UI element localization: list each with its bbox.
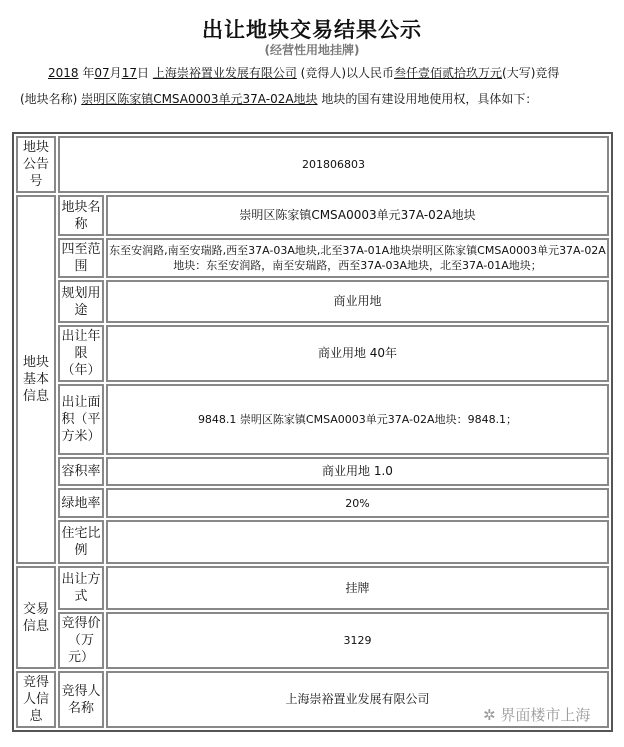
year-label: 年 [82,66,95,80]
group-winner: 竞得人信息 [16,671,56,728]
month-label: 月 [109,66,122,80]
table-row [16,612,609,669]
page-title: 出让地块交易结果公示 [202,18,422,42]
row-label: 竞得价（万元） [58,612,104,669]
table-row [16,566,609,610]
row-label: 出让面积（平方米） [58,384,104,455]
row-value: 商业用地 40年 [106,325,609,382]
table-row [16,325,609,382]
row-value: 挂牌 [106,566,609,610]
table-row [16,520,609,564]
row-label: 地块名称 [58,195,104,236]
table-row [16,457,609,486]
row-label: 出让方式 [58,566,104,610]
year: 2018 [48,66,79,80]
row-label: 规划用途 [58,280,104,323]
row-value [106,520,609,564]
notice-no: 201806803 [58,136,609,193]
table-row [16,488,609,518]
amount-suffix: (大写)竞得 [502,66,560,80]
intro-line-1 [48,64,559,81]
row-value: 商业用地 1.0 [106,457,609,486]
row-label: 竞得人名称 [58,671,104,728]
row-value: 20% [106,488,609,518]
row-label: 出让年限（年） [58,325,104,382]
day-label: 日 [136,66,149,80]
row-label: 容积率 [58,457,104,486]
table-row [16,136,609,193]
wechat-icon: ✲ [483,706,501,724]
row-label: 住宅比例 [58,520,104,564]
watermark-text: 界面楼市上海 [500,706,591,724]
row-value: 9848.1 崇明区陈家镇CMSA0003单元37A-02A地块：9848.1； [106,384,609,455]
group-trade: 交易信息 [16,566,56,669]
watermark [483,704,590,725]
table-row [16,384,609,455]
month: 07 [94,66,110,80]
row-label: 绿地率 [58,488,104,518]
row-value: 上海崇裕置业发展有限公司 [106,671,609,728]
table-row [16,238,609,278]
group-basic: 地块基本信息 [16,195,56,564]
intro-line-2 [20,90,537,107]
winner-suffix: (竞得人)以人民币 [300,66,395,80]
amount: 叁仟壹佰贰拾玖万元 [394,66,503,80]
result-table [12,132,613,732]
row-value: 崇明区陈家镇CMSA0003单元37A-02A地块 [106,195,609,236]
table-row [16,195,609,236]
parcel-name: 崇明区陈家镇CMSA0003单元37A-02A地块 [81,92,318,106]
table-row [16,280,609,323]
page-subtitle: (经营性用地挂牌) [264,43,360,57]
row-label: 四至范围 [58,238,104,278]
day: 17 [121,66,137,80]
winner-name: 上海崇裕置业发展有限公司 [152,66,297,80]
parcel-suffix: 地块的国有建设用地使用权，具体如下： [321,92,538,106]
row-value: 3129 [106,612,609,669]
notice-no-label: 地块公告号 [16,136,56,193]
row-value: 商业用地 [106,280,609,323]
parcel-prefix: (地块名称) [20,92,78,106]
row-value: 东至安润路,南至安瑞路,西至37A-03A地块,北至37A-01A地块崇明区陈家镇CMSA0003单元37A-02A地块：东至安润路，南至安瑞路，西至37A-03A地块，北至37A-01A地块； [106,238,609,278]
